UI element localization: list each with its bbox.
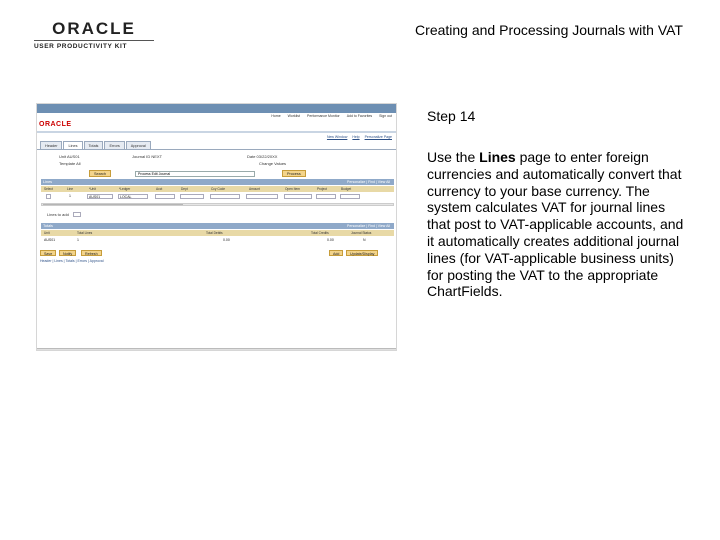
- row-account-field[interactable]: [155, 194, 175, 199]
- row-select-checkbox[interactable]: [46, 194, 51, 199]
- process-select[interactable]: Process Edit Journal: [135, 171, 255, 177]
- nav-favorites[interactable]: Favorites: [40, 113, 57, 118]
- lines-column-headers: [41, 186, 394, 192]
- lines-horizontal-scrollbar[interactable]: [41, 203, 394, 206]
- totals-credits-value: 0.00: [327, 238, 334, 242]
- col-line: Line: [67, 187, 74, 191]
- oracle-upk-logo: [34, 20, 154, 50]
- notify-button[interactable]: Notify: [59, 250, 76, 256]
- app-oracle-logo: ORACLE: [39, 121, 72, 128]
- row-line-number: 1: [69, 194, 71, 198]
- step-text-bold: Lines: [479, 149, 516, 165]
- totals-col-debits: Total Debits: [206, 231, 223, 235]
- totals-col-unit: Unit: [44, 231, 50, 235]
- subnav-home[interactable]: Home: [271, 114, 281, 118]
- row-project-field[interactable]: [316, 194, 336, 199]
- nav-main-menu[interactable]: Main Menu: [66, 113, 87, 118]
- scroll-left-arrow-icon[interactable]: ◂: [37, 349, 39, 351]
- window-horizontal-scrollbar[interactable]: [37, 348, 396, 351]
- col-ccy-code: Ccy Code: [211, 187, 225, 191]
- col-ledger: *Ledger: [119, 187, 131, 191]
- nav-journals[interactable]: Journals: [135, 113, 151, 118]
- col-amount: Amount: [249, 187, 260, 191]
- col-dept: Dept: [181, 187, 188, 191]
- row-ledger-value: LOCAL: [120, 195, 132, 199]
- process-button[interactable]: Process: [282, 170, 306, 177]
- step-description: [427, 149, 689, 300]
- step-text-after: page to enter foreign currencies and automatically convert that currency to your base currency. The system calculates VAT for journal lines that post to VAT-applicable accounts, and it automatically creates additional journal lines (for VAT-applicable business units) for posting the VAT to the appropriate ChartFields.: [427, 149, 684, 300]
- totals-column-headers: [41, 230, 394, 236]
- header-change-values[interactable]: Change Values: [259, 161, 287, 166]
- sub-navigation: [265, 114, 392, 121]
- tab-errors[interactable]: Errors: [104, 141, 124, 149]
- add-button[interactable]: Add: [329, 250, 343, 256]
- step-label: Step 14: [427, 108, 476, 124]
- refresh-button[interactable]: Refresh: [81, 250, 102, 256]
- subnav-favorites[interactable]: Add to Favorites: [346, 114, 373, 118]
- link-personalize[interactable]: Personalize Page: [364, 135, 392, 139]
- row-ledger-field[interactable]: [118, 194, 148, 199]
- scroll-thumb[interactable]: [43, 204, 183, 205]
- lines-grid-controls[interactable]: Personalize | Find | View All: [347, 180, 390, 184]
- link-new-window[interactable]: New Window: [326, 135, 348, 139]
- subnav-signout[interactable]: Sign out: [379, 114, 392, 118]
- totals-col-credits: Total Credits: [311, 231, 329, 235]
- row-unit-field[interactable]: [87, 194, 113, 199]
- totals-unit-value: AUS01: [44, 238, 56, 242]
- page-links: [323, 135, 392, 139]
- lines-table-row: [41, 193, 394, 200]
- totals-grid-title: Totals: [43, 224, 53, 228]
- update-display-button[interactable]: Update/Display: [346, 250, 378, 256]
- totals-table-row: [41, 237, 394, 244]
- page-title: Creating and Processing Journals with VAT: [415, 22, 683, 38]
- totals-col-lines: Total Lines: [77, 231, 93, 235]
- logo-oracle-text: ORACLE: [52, 19, 136, 38]
- tab-totals[interactable]: Totals: [84, 141, 104, 149]
- totals-debits-value: 0.00: [223, 238, 230, 242]
- save-button[interactable]: Save: [40, 250, 56, 256]
- nav-journal-entry[interactable]: Journal Entry: [160, 113, 185, 118]
- row-ccy-field[interactable]: [210, 194, 240, 199]
- link-help[interactable]: Help: [352, 135, 360, 139]
- col-open-item: Open Item: [285, 187, 300, 191]
- col-account: Acct: [156, 187, 163, 191]
- page-tabs: [40, 141, 152, 149]
- lines-to-add-field[interactable]: [73, 212, 81, 217]
- tab-header[interactable]: Header: [40, 141, 62, 149]
- lines-grid-header: [41, 179, 394, 185]
- totals-lines-value: 1: [77, 238, 79, 242]
- row-open-item-field[interactable]: [284, 194, 312, 199]
- row-budget-field[interactable]: [340, 194, 360, 199]
- header-template: Template All: [59, 161, 81, 166]
- header-unit: Unit AUS01: [59, 154, 80, 159]
- col-project: Project: [317, 187, 327, 191]
- nav-create-update[interactable]: Create/Update Journal Entries: [195, 113, 249, 118]
- col-unit: *Unit: [89, 187, 96, 191]
- step-text-before: Use the: [427, 149, 480, 165]
- tab-approval[interactable]: Approval: [126, 141, 151, 149]
- subnav-worklist[interactable]: Worklist: [287, 114, 301, 118]
- lines-grid-title: Lines: [43, 180, 53, 184]
- nav-general-ledger[interactable]: General Ledger: [97, 113, 125, 118]
- header-divider: [37, 131, 396, 133]
- totals-status-value: N: [363, 238, 366, 242]
- application-screenshot: [36, 103, 397, 351]
- tab-underline: [37, 149, 396, 150]
- logo-upk-text: USER PRODUCTIVITY KIT: [34, 40, 154, 50]
- header-journal-id: Journal ID NEXT: [132, 154, 163, 159]
- totals-grid-controls[interactable]: Personalize | Find | View All: [347, 224, 390, 228]
- totals-col-status: Journal Status: [351, 231, 372, 235]
- col-budget: Budget: [341, 187, 352, 191]
- bottom-page-links[interactable]: Header | Lines | Totals | Errors | Approval: [40, 259, 104, 263]
- header-date: Date 03/22/20XX: [247, 154, 278, 159]
- totals-grid-header: [41, 223, 394, 229]
- row-dept-field[interactable]: [180, 194, 204, 199]
- row-unit-value: AUS01: [89, 195, 101, 199]
- row-amount-field[interactable]: [246, 194, 278, 199]
- tab-lines[interactable]: Lines: [63, 141, 82, 149]
- subnav-performance[interactable]: Performance Monitor: [307, 114, 340, 118]
- lines-to-add-label: Lines to add: [47, 212, 69, 217]
- search-button[interactable]: Search: [89, 170, 111, 177]
- col-select: Select: [44, 187, 53, 191]
